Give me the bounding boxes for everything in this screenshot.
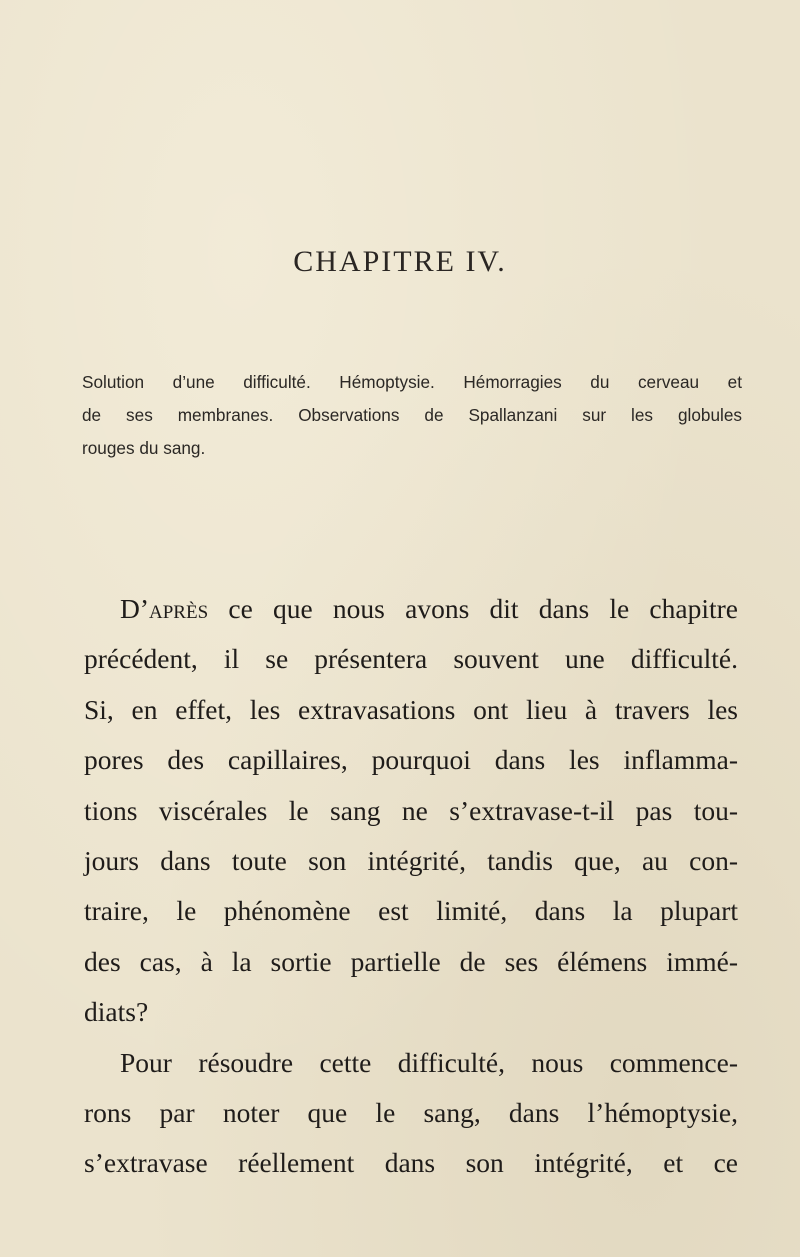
paragraph-line: des cas, à la sortie partielle de ses élémens immé- [84, 945, 738, 977]
paragraph-line-text: ce que nous avons dit dans le chapitre [208, 593, 738, 624]
summary-line: Solution d’une difficulté. Hémoptysie. Hémorragies du cerveau et [82, 372, 742, 392]
paragraph-line [84, 584, 738, 634]
paragraph-line: s’extravase réellement dans son intégrité, et ce [84, 1147, 738, 1179]
chapter-summary [82, 366, 742, 465]
paragraph-line: Si, en effet, les extravasations ont lieu à travers les [84, 693, 738, 725]
paragraph-line: pores des capillaires, pourquoi dans les inflamma- [84, 744, 738, 776]
paragraph-line: tions viscérales le sang ne s’extravase-t-il pas tou- [84, 794, 738, 826]
paragraph-line: diats? [84, 996, 149, 1028]
chapter-title: CHAPITRE IV. [293, 245, 507, 278]
paragraph-line: jours dans toute son intégrité, tandis que, au con- [84, 845, 738, 877]
paragraph-line: traire, le phénomène est limité, dans la plupart [84, 895, 738, 927]
summary-line: rouges du sang. [82, 438, 206, 458]
chapter-body [84, 584, 738, 1189]
paragraph-line: précédent, il se présentera souvent une difficulté. [84, 643, 738, 675]
paragraph-line: rons par noter que le sang, dans l’hémoptysie, [84, 1097, 738, 1129]
summary-line: de ses membranes. Observations de Spallanzani sur les globules [82, 405, 742, 425]
paragraph-line: Pour résoudre cette difficulté, nous commence- [120, 1046, 738, 1078]
drop-word: D’après [120, 593, 209, 624]
